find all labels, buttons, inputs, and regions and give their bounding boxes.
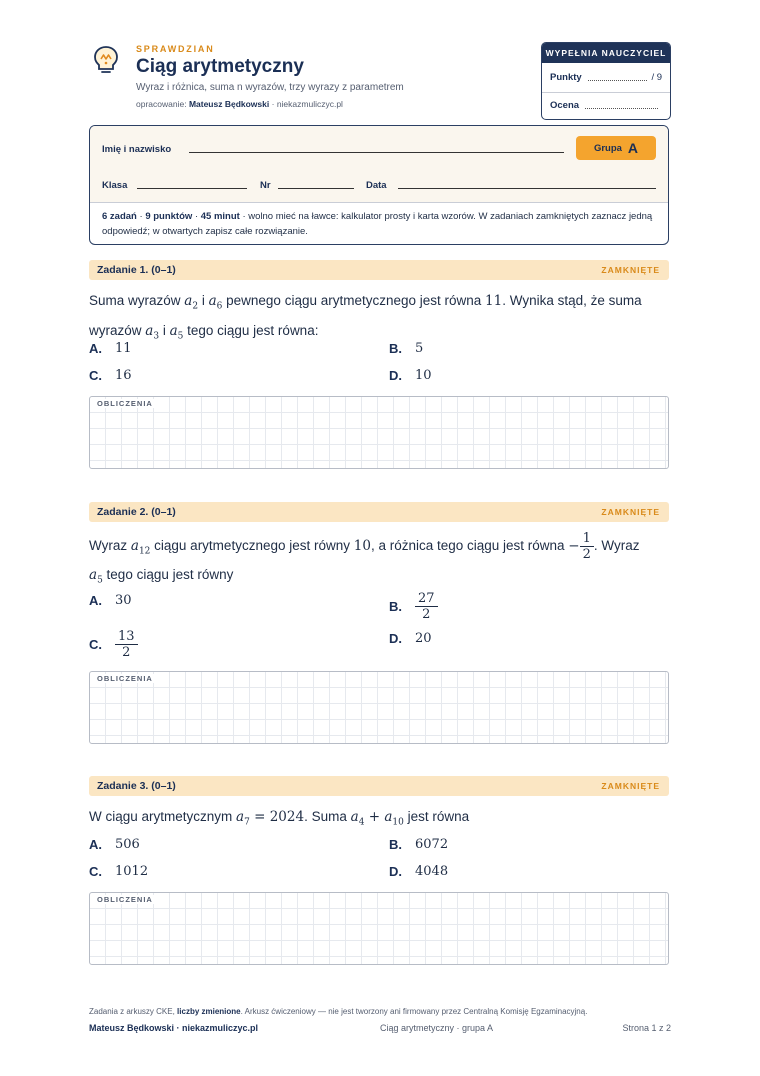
task-3-header: [89, 776, 669, 796]
byline-prefix: opracowanie:: [136, 99, 187, 109]
document-subtitle: Wyraz i różnica, suma n wyrazów, trzy wyrazy z parametrem: [136, 82, 404, 93]
teacher-box-title: WYPEŁNIA NAUCZYCIEL: [542, 43, 670, 63]
footer-doc-title: Ciąg arytmetyczny · grupa A: [380, 1023, 494, 1033]
task-2-option-c[interactable]: C. $\frac{13}{2}$: [89, 629, 138, 660]
points-field[interactable]: [588, 80, 648, 81]
calc-label: OBLICZENIA: [97, 399, 153, 408]
task-3-calc-area[interactable]: [89, 892, 669, 965]
task-1-kind: ZAMKNIĘTE: [601, 265, 660, 275]
task-1-option-d[interactable]: D. 10: [389, 368, 432, 383]
task-3-option-b[interactable]: B. 6072: [389, 837, 449, 852]
task-2-question-cont: $a_5$ tego ciągu jest równy: [89, 567, 234, 586]
name-field[interactable]: [189, 152, 564, 153]
points-row: [550, 72, 662, 83]
task-1-option-a[interactable]: A. 11: [89, 341, 132, 356]
grade-row: [550, 100, 662, 111]
task-3-option-c[interactable]: C. 1012: [89, 864, 149, 879]
task-3-option-d[interactable]: D. 4048: [389, 864, 449, 879]
nr-field[interactable]: [278, 188, 354, 189]
task-2-option-d[interactable]: D. 20: [389, 631, 432, 646]
instructions: 6 zadań · 9 punktów · 45 minut · wolno mieć na ławce: kalkulator prosty i karta wzorów. W zadaniach zamkniętych zaznacz jedną odpowiedź; w otwartych zapisz całe rozwiązanie.: [102, 211, 653, 237]
footer-note: Zadania z arkuszy CKE, liczby zmienione. Arkusz ćwiczeniowy — nie jest tworzony ani firmowany przez Centralną Komisję Egzaminacyjną.: [89, 1007, 588, 1016]
calc-label: OBLICZENIA: [97, 674, 153, 683]
teacher-box: [541, 42, 671, 120]
group-label: Grupa: [593, 142, 622, 154]
date-field[interactable]: [398, 188, 656, 189]
page-number: Strona 1 z 2: [622, 1023, 671, 1033]
calc-label: OBLICZENIA: [97, 895, 153, 904]
footer-author: Mateusz Będkowski · niekazmuliczyc.pl: [89, 1023, 259, 1033]
grade-field[interactable]: [585, 108, 658, 109]
document-kicker: SPRAWDZIAN: [136, 44, 215, 54]
task-3-kind: ZAMKNIĘTE: [601, 781, 660, 791]
task-3-question: W ciągu arytmetycznym $a_7 = 2024$. Suma $a_4 + a_{10}$ jest równa: [89, 809, 470, 828]
info-tasks: 6 zadań: [102, 211, 137, 222]
task-2-fraction: $\frac{1}{2}$: [580, 531, 594, 562]
task-2-calc-area[interactable]: [89, 671, 669, 744]
document-title: Ciąg arytmetyczny: [136, 56, 304, 77]
task-1-header: [89, 260, 669, 280]
byline-site: · niekazmuliczyc.pl: [271, 99, 343, 109]
task-2-question: Wyraz $a_{12}$ ciągu arytmetycznego jest równy 10, a różnica tego ciągu jest równa − $\frac{1}{2}$ . Wyraz: [89, 530, 640, 562]
info-rest: · wolno mieć na ławce: kalkulator prosty i karta wzorów. W zadaniach zamkniętych zaznacz jedną odpowiedź; w otwartych zapisz całe rozwiązanie.: [102, 211, 653, 237]
group-badge: [576, 136, 656, 160]
student-fields: [90, 126, 668, 203]
class-field[interactable]: [137, 188, 247, 189]
task-2-option-b[interactable]: B. $\frac{27}{2}$: [389, 591, 438, 622]
grade-label: Ocena: [550, 100, 580, 111]
byline-author: Mateusz Będkowski: [188, 99, 270, 109]
nr-label: Nr: [260, 180, 271, 191]
points-label: Punkty: [550, 72, 582, 83]
points-max: / 9: [651, 72, 662, 83]
info-points: 9 punktów: [145, 211, 193, 222]
task-1-calc-area[interactable]: [89, 396, 669, 469]
group-letter: A: [627, 140, 639, 156]
byline: [136, 99, 343, 109]
task-2-header: [89, 502, 669, 522]
task-3-option-a[interactable]: A. 506: [89, 837, 140, 852]
task-2-kind: ZAMKNIĘTE: [601, 507, 660, 517]
task-1-question: Suma wyrazów $a_2$ i $a_6$ pewnego ciągu arytmetycznego jest równa 11. Wynika stąd, że suma wyrazów $a_3$ i $a_5$ tego ciągu jest równa:: [89, 293, 642, 342]
task-1-option-b[interactable]: B. 5: [389, 341, 424, 356]
name-label: Imię i nazwisko: [102, 144, 172, 155]
class-label: Klasa: [102, 180, 128, 191]
lightbulb-brain-icon: [90, 44, 122, 76]
date-label: Data: [366, 180, 387, 191]
task-3-title: Zadanie 3. (0–1): [97, 780, 176, 792]
student-box: [89, 125, 669, 245]
task-2-option-a[interactable]: A. 30: [89, 593, 132, 608]
task-2-title: Zadanie 2. (0–1): [97, 506, 176, 518]
task-1-option-c[interactable]: C. 16: [89, 368, 132, 383]
task-1-title: Zadanie 1. (0–1): [97, 264, 176, 276]
info-time: 45 minut: [200, 211, 240, 222]
